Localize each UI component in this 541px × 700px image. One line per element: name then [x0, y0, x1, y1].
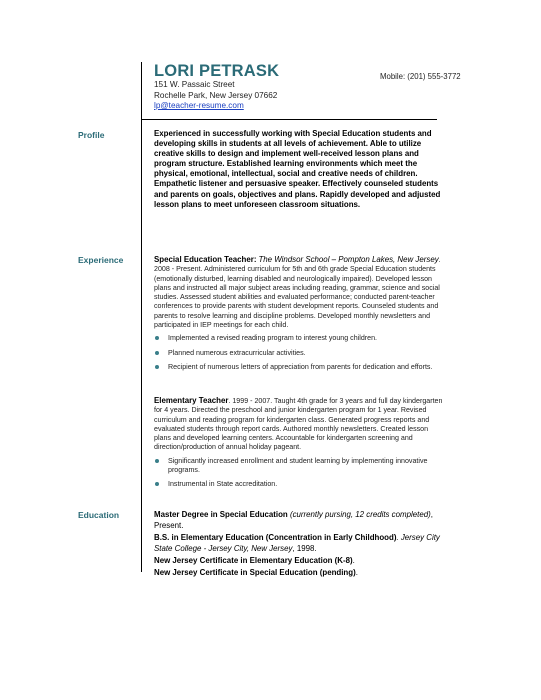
list-item: Instrumental in State accreditation. [154, 480, 444, 489]
header-rule [142, 119, 437, 120]
job-title: Elementary Teacher [154, 396, 229, 405]
bullet-icon [155, 459, 159, 463]
education-item: New Jersey Certificate in Special Education (pending). [154, 568, 358, 577]
education-list [154, 509, 444, 579]
job-highlights [154, 334, 444, 372]
education-item: B.S. in Elementary Education (Concentration in Early Childhood). Jersey City State College - Jersey City, New Jersey, 1998. [154, 533, 440, 553]
bullet-icon [155, 365, 159, 369]
candidate-name: LORI PETRASK [154, 62, 280, 80]
job-entry [154, 396, 444, 495]
education-item: Master Degree in Special Education (currently pursing, 12 credits completed), Present. [154, 510, 433, 530]
list-item: Planned numerous extracurricular activities. [154, 349, 444, 358]
profile-text: Experienced in successfully working with Special Education students and developing skills in students at all levels of achievement. Able to utilize creative skills to design and implement well-received lesson plans and program structure. Established learning environments which meet the physical, emotional, intellectual, social and creative needs of children. Empathetic listener and persuasive speaker. Effectively counseled students and parents on goals, objectives and plans. Rapidly developed and adjusted lesson plans to meet unforeseen classroom situations. [154, 129, 441, 209]
mobile-phone: Mobile: (201) 555-3772 [380, 72, 461, 81]
section-label-education: Education [78, 510, 120, 520]
resume-header [154, 62, 279, 112]
education-item: New Jersey Certificate in Elementary Education (K-8). [154, 556, 355, 565]
job-organization: The Windsor School – Pompton Lakes, New Jersey [258, 255, 439, 264]
address-line-2: Rochelle Park, New Jersey 07662 [154, 90, 278, 100]
bullet-icon [155, 482, 159, 486]
bullet-icon [155, 336, 159, 340]
job-description: . 2008 - Present. Administered curriculum for 5th and 6th grade Special Education students (emotionally disturbed, learning disabled and neurologically impaired). Developed lesson plans and instructed all major subject areas including reading, grammar, science and social studies. Assessed student abilities and evaluated performance; conducted parent-teacher conferences to provide parents with student development reports. Counseled students and parents to resolve learning and discipline problems. Developed monthly newsletters and participated in IEP meetings for each child. [154, 256, 441, 330]
job-highlights [154, 457, 444, 490]
job-paragraph: Special Education Teacher: The Windsor School – Pompton Lakes, New Jersey. 2008 - Present. Administered curriculum for 5th and 6th grade Special Education students (emotionally disturbed, learning disabled and neurologically impaired). Developed lesson plans and instructed all major subject areas including reading, grammar, science and social studies. Assessed student abilities and evaluated performance; conducted parent-teacher conferences to provide parents with student development reports. Counseled students and parents to resolve learning and discipline problems. Developed monthly newsletters and participated in IEP meetings for each child. [154, 255, 441, 330]
job-description: . 1999 - 2007. Taught 4th grade for 3 years and full day kindergarten for 4 years. Directed the preschool and junior kindergarten program for 1 year. Revised curriculum and reading program for kindergarten class. Generated progress reports and evaluated students through report cards. Authored monthly newsletters. Created lesson plans and developed learning centers. Accountable for kindergarten screening and direction/production of annual holiday pageant. [154, 397, 443, 452]
section-label-experience: Experience [78, 255, 124, 265]
list-item: Significantly increased enrollment and student learning by implementing innovative programs. [154, 457, 444, 476]
address-line-1: 151 W. Passaic Street [154, 80, 235, 89]
bullet-icon [155, 351, 159, 355]
job-paragraph [154, 396, 444, 453]
vertical-divider [141, 62, 142, 572]
list-item: Implemented a revised reading program to interest young children. [154, 334, 444, 343]
list-item: Recipient of numerous letters of appreciation from parents for dedication and efforts. [154, 363, 444, 372]
job-entry [154, 255, 444, 377]
job-title: Special Education Teacher [154, 255, 254, 264]
section-label-profile: Profile [78, 130, 105, 140]
email-link[interactable]: lp@teacher-resume.com [154, 101, 244, 111]
